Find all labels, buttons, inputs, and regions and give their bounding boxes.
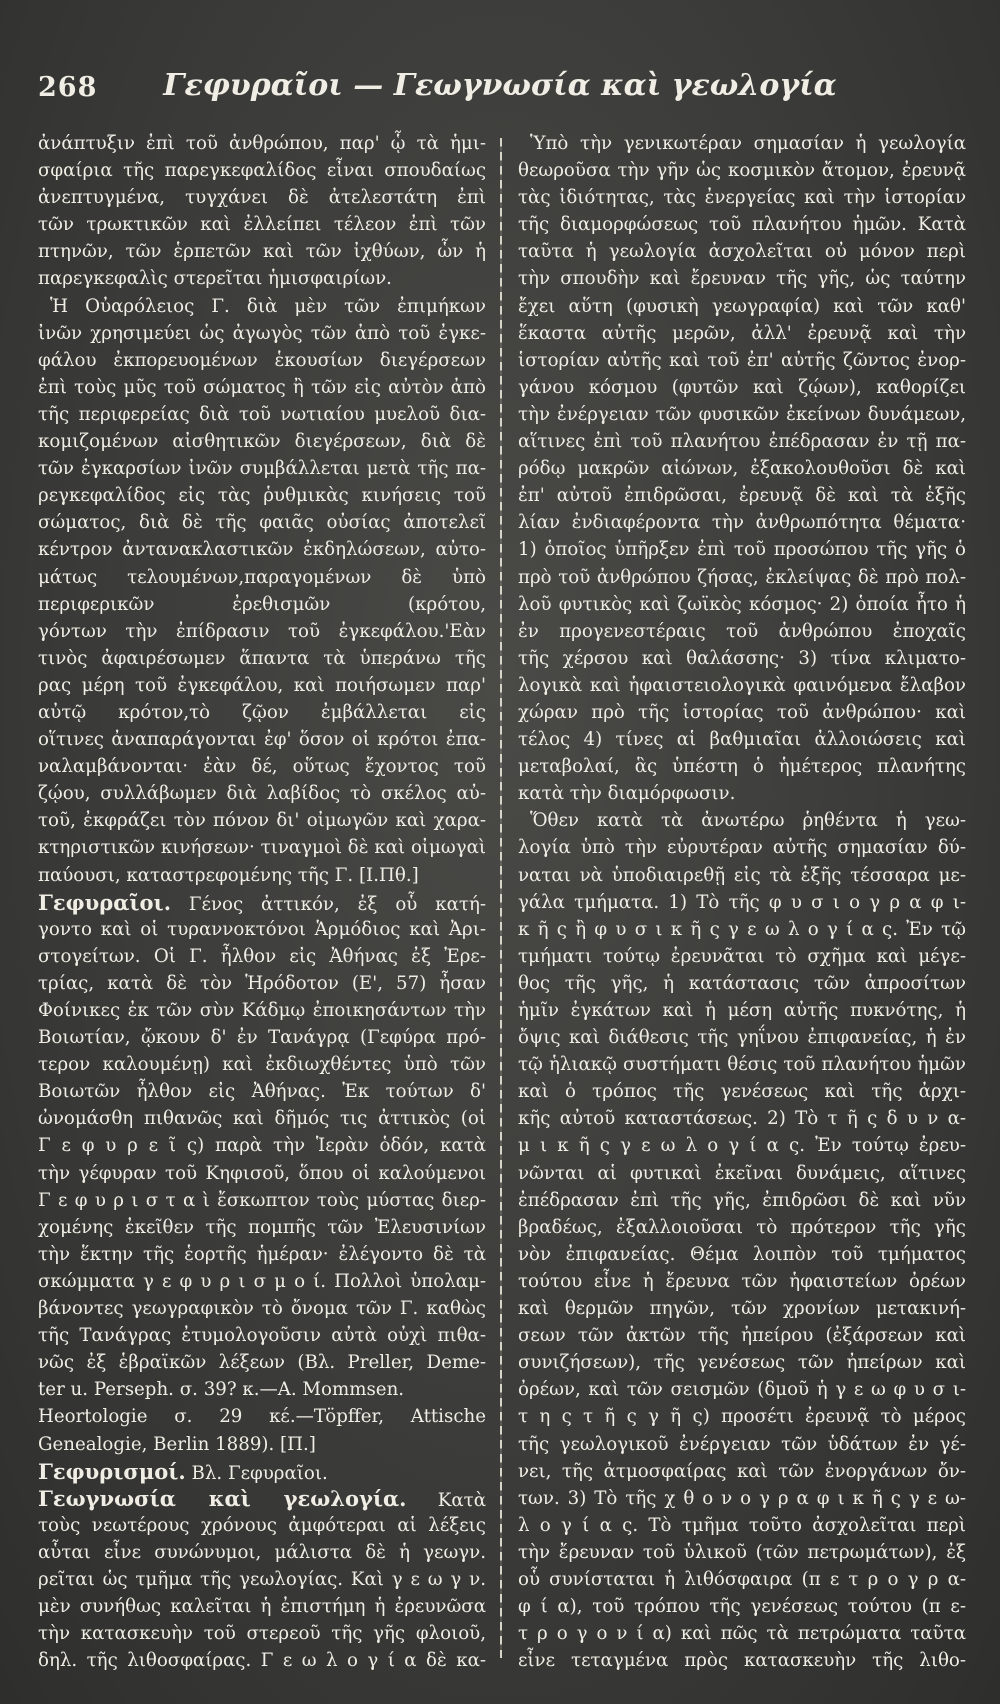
left-column bbox=[38, 130, 486, 1670]
text-line: μεταβολαί, ἃς ὑπέστη ὁ ἡμέτερος πλανήτης bbox=[518, 756, 966, 778]
text-line: Heortologie σ. 29 κέ.—Töpffer, Attische bbox=[38, 1406, 486, 1428]
text-line: Γεωγνωσία καὶ γεωλογία. Κατὰ bbox=[38, 1485, 486, 1511]
text-line: λ ο γ ί α ς. Τὸ τμῆμα τοῦτο ἀσχολεῖται περὶ bbox=[518, 1514, 966, 1536]
page-number: 268 bbox=[38, 72, 98, 103]
text-line: Βοιωτῶν ἦλθον εἰς Ἀθήνας. Ἐκ τούτων δ' bbox=[38, 1081, 486, 1103]
text-line: ἕκαστα αὐτῆς μερῶν, ἀλλ' ἐρευνᾷ καὶ τὴν bbox=[518, 322, 966, 344]
text-line: καὶ θερμῶν πηγῶν, τῶν χρονίων μετακινή- bbox=[518, 1298, 966, 1320]
text-line: οἵτινες ἀναπαράγονται ἐφ' ὅσον οἱ κρότοι ἐπα- bbox=[38, 729, 486, 751]
text-line: ναται νὰ ὑποδιαιρεθῇ εἰς τὰ ἑξῆς τέσσαρα με- bbox=[518, 864, 966, 886]
text-line: ὀρέων, καὶ τῶν σεισμῶν (δμοῦ ἡ γ ε ω φ υ σ ι- bbox=[518, 1379, 966, 1401]
text-line: παύουσι, καταστρεφομένης τῆς Γ. [Ι.Πθ.] bbox=[38, 864, 419, 886]
text-line: φάλου ἐκπορευομένων ἑκουσίων διεγέρσεων bbox=[38, 349, 486, 371]
text-line: βραδέως, ἐξαλλοιοῦσαι τὸ πρότερον τῆς γῆς bbox=[518, 1216, 966, 1238]
text-line: τὴν σπουδὴν καὶ ἔρευναν τῆς γῆς, ὡς ταύτην bbox=[518, 268, 966, 290]
text-line: τὴν κατασκευὴν τοῦ στερεοῦ τῆς γῆς φλοιοῦ, bbox=[38, 1623, 486, 1645]
text-line: κ ῆ ς ἢ φ υ σ ι κ ῆ ς γ ε ω λ ο γ ί α ς. Ἐν τῷ bbox=[518, 918, 966, 940]
text-line: μὲν συνήθως καλεῖται ἡ ἐπιστήμη ἡ ἐρευνῶσα bbox=[38, 1596, 486, 1618]
entry-headword: Γεφυρισμοί. bbox=[38, 1458, 186, 1484]
text-line: Genealogie, Berlin 1889). [Π.] bbox=[38, 1433, 316, 1455]
text-line: χομένης ἐκεῖθεν τῆς πομπῆς τῶν Ἐλευσινίων bbox=[38, 1216, 486, 1238]
text-line: γάλα τμήματα. 1) Τὸ τῆς φ υ σ ι ο γ ρ α φ ι- bbox=[518, 891, 966, 913]
column-divider bbox=[500, 138, 502, 1658]
text-line: σεων τῶν ἀκτῶν τῆς ἠπείρου (ἐξάρσεων καὶ bbox=[518, 1325, 966, 1347]
text-line: ὄψις καὶ διάθεσις τῆς γηΐνου ἐπιφανείας, ἡ ἐν bbox=[518, 1027, 966, 1049]
text-line: 1) ὁποῖος ὑπῆρξεν ἐπὶ τοῦ προσώπου τῆς γῆς ὁ bbox=[518, 539, 966, 561]
text-line: τῷ ἡλιακῷ συστήματι θέσις τοῦ πλανήτου ἡμῶν bbox=[518, 1054, 966, 1076]
text-line: γοντο καὶ οἱ τυραννοκτόνοι Ἁρμόδιος καὶ Ἀρι- bbox=[38, 918, 486, 940]
text-line: στογείτων. Οἱ Γ. ἦλθον εἰς Ἀθήνας ἐξ Ἐρε- bbox=[38, 945, 486, 967]
text-line: περιφερικῶν ἐρεθισμῶν (κρότου, bbox=[38, 593, 486, 615]
text-line: γάνου κόσμου (φυτῶν καὶ ζῴων), καθορίζει bbox=[518, 376, 966, 398]
text-line: τῆς περιφερείας διὰ τοῦ νωτιαίου μυελοῦ δια- bbox=[38, 403, 486, 425]
text-line: λογικὰ καὶ ἡφαιστειολογικὰ φαινόμενα ἔλαβον bbox=[518, 674, 966, 696]
text-line: δηλ. τῆς λιθοσφαίρας. Γ ε ω λ ο γ ί α δὲ κα- bbox=[38, 1650, 486, 1670]
text-line: αὐτῷ κρότον,τὸ ζῷον ἐμβάλλεται εἰς bbox=[38, 701, 486, 723]
text-line: ἐπέδρασαν ἐπὶ τῆς γῆς, ἐπιδρῶσι δὲ καὶ νῦν bbox=[518, 1189, 966, 1211]
text-line: βάνοντες γεωγραφικὸν τὸ ὄνομα τῶν Γ. καθὼς bbox=[38, 1298, 486, 1320]
text-line: αὗται εἶνε συνώνυμοι, μάλιστα δὲ ἡ γεωγν. bbox=[38, 1541, 486, 1563]
text-line: Γ ε φ υ ρ ε ῖ ς) παρὰ τὴν Ἱερὰν ὁδόν, κατὰ bbox=[38, 1135, 486, 1157]
text-line: τοῦ, ἐκφράζει τὸν πόνον δι' οἰμωγῶν καὶ χαρα- bbox=[38, 810, 486, 832]
text-line: νῶνται αἱ φυτικαὶ ἐκεῖναι δυνάμεις, αἵτινες bbox=[518, 1162, 966, 1184]
text-line: των. 3) Τὸ τῆς χ θ ο ν ο γ ρ α φ ι κ ῆ ς γ ε ω- bbox=[518, 1487, 966, 1509]
text-line: γόντων τὴν ἐπίδρασιν τοῦ ἐγκεφάλου.'Εὰν bbox=[38, 620, 486, 642]
entry-headword: Γεωγνωσία καὶ γεωλογία. bbox=[38, 1485, 407, 1511]
text-line: πρὸ τοῦ ἀνθρώπου ζήσας, ἐκλείψας δὲ πρὸ πολ- bbox=[518, 566, 966, 588]
text-line: τὴν ἔρευναν τοῦ ὑλικοῦ (τῶν πετρωμάτων), ἐξ bbox=[518, 1541, 966, 1563]
text-line: κῆς αὐτοῦ καταστάσεως. 2) Τὸ τ ῆ ς δ υ ν α- bbox=[518, 1108, 966, 1130]
text-line: ἰνῶν χρησιμεύει ὡς ἀγωγὸς τῶν ἀπὸ τοῦ ἐγκε- bbox=[38, 322, 486, 344]
text-line: τερον καλουμένῃ) καὶ ἐκδιωχθέντες ὑπὸ τῶν bbox=[38, 1054, 486, 1076]
text-line: ὠνομάσθη πιθανῶς καὶ δῆμός τις ἀττικὸς (οἱ bbox=[38, 1108, 486, 1130]
text-line: κομιζομένων αἰσθητικῶν διεγέρσεων, διὰ δὲ bbox=[38, 431, 486, 453]
text-line: ρεγκεφαλίδος εἰς τὰς ῥυθμικὰς κινήσεις τοῦ bbox=[38, 485, 486, 507]
text-line: τὴν ἕκτην τῆς ἑορτῆς ἡμέραν· ἐλέγοντο δὲ τὰ bbox=[38, 1243, 486, 1265]
text-line: ταῦτα ἡ γεωλογία ἀσχολεῖται οὐ μόνον περὶ bbox=[518, 241, 966, 263]
text-line: σφαίρια τῆς παρεγκεφαλίδος εἶναι σπουδαίως bbox=[38, 160, 486, 182]
text-line: τμήματι τούτῳ ἐρευνᾶται τὸ σχῆμα καὶ μέγε- bbox=[518, 945, 966, 967]
text-line: πτηνῶν, τῶν ἑρπετῶν καὶ τῶν ἰχθύων, ὧν ἡ bbox=[38, 241, 486, 263]
text-line: φ ί α), τοῦ τρόπου τῆς γενέσεως τούτου (π ε- bbox=[518, 1596, 966, 1618]
text-line: ἐπ' αὐτοῦ ἐπιδρῶσαι, ἐρευνᾷ δὲ καὶ τὰ ἑξῆς bbox=[518, 485, 966, 507]
text-line: τ η ς τ ῆ ς γ ῆ ς) προσέτι ἐρευνᾷ τὸ μέρος bbox=[518, 1406, 966, 1428]
text-line: τ ρ ο γ ο ν ί α) καὶ πῶς τὰ πετρώματα ταῦτα bbox=[518, 1623, 966, 1645]
text-line: θεωροῦσα τὴν γῆν ὡς κοσμικὸν ἄτομον, ἐρευνᾷ bbox=[518, 160, 966, 182]
text-line: ρεῖται ὡς τμῆμα τῆς γεωλογίας. Καὶ γ ε ω γ ν. bbox=[38, 1568, 486, 1590]
text-line: Φοίνικες ἐκ τῶν σὺν Κάδμῳ ἐποικησάντων τὴν bbox=[38, 1000, 486, 1021]
text-line: νὸν ἐπιφανείας. Θέμα λοιπὸν τοῦ τμήματος bbox=[518, 1243, 966, 1265]
entry-headword: Γεφυραῖοι. bbox=[38, 889, 172, 915]
text-line: τῆς γεωλογικοῦ ἐνέργειαν τῶν ὑδάτων ἐν γέ- bbox=[518, 1433, 966, 1455]
text-line: ἐπὶ τοὺς μῦς τοῦ σώματος ἢ τῶν εἰς αὐτὸν ἀπὸ bbox=[38, 376, 486, 398]
text-line: Ἡ Οὐαρόλειος Γ. διὰ μὲν τῶν ἐπιμήκων bbox=[50, 295, 486, 317]
text-line: Ὅθεν κατὰ τὰ ἀνωτέρω ῥηθέντα ἡ γεω- bbox=[530, 810, 966, 832]
text-line: τὴν γέφυραν τοῦ Κηφισοῦ, ὅπου οἱ καλούμενοι bbox=[38, 1162, 486, 1184]
text-line: συνιζήσεων), τῆς γενέσεως τῶν ἠπείρων καὶ bbox=[518, 1352, 966, 1374]
text-line: τῆς χέρσου καὶ θαλάσσης· 3) τίνα κλιματο- bbox=[518, 647, 966, 669]
text-line: τέλος 4) τίνες αἱ βαθμιαῖαι ἀλλοιώσεις καὶ bbox=[518, 729, 966, 751]
text-line: σώματος, διὰ δὲ τῆς φαιᾶς οὐσίας ἀποτελεῖ bbox=[38, 512, 486, 534]
text-line: ναλαμβάνονται· ἐὰν δέ, οὕτως ἔχοντος τοῦ bbox=[38, 756, 486, 778]
text-line: Βοιωτίαν, ᾤκουν δ' ἐν Τανάγρᾳ (Γεφύρα πρό- bbox=[38, 1027, 486, 1049]
right-column bbox=[518, 130, 966, 1670]
text-line: εἶνε τεταγμένα πρὸς κατασκευὴν τῆς λιθο- bbox=[518, 1650, 966, 1670]
text-line: ζῴου, συλλάβωμεν διὰ λαβίδος τὸ σκέλος αὐ- bbox=[38, 783, 486, 805]
text-line: ἡμῖν ἐγκάτων καὶ ἡ μέση αὐτῆς πυκνότης, ἡ bbox=[518, 1000, 966, 1021]
text-line: μάτως τελουμένων,παραγομένων δὲ ὑπὸ bbox=[38, 566, 486, 588]
text-line: νει, τῆς ἀτμοσφαίρας καὶ τῶν ἐνοργάνων ὄν- bbox=[518, 1460, 966, 1482]
text-line: τούτου εἶνε ἡ ἔρευνα τῶν ἡφαιστείων ὀρέων bbox=[518, 1270, 966, 1292]
text-line: τῆς διαμορφώσεως τοῦ πλανήτου ἡμῶν. Κατὰ bbox=[518, 214, 966, 236]
text-line: τῶν ἐγκαρσίων ἰνῶν συμβάλλεται μετὰ τῆς πα- bbox=[38, 458, 486, 480]
text-line: λογία ὑπὸ τὴν εὐρυτέραν αὐτῆς σημασίαν δύ- bbox=[518, 837, 966, 859]
running-title: Γεφυραῖοι — Γεωγνωσία καὶ γεωλογία bbox=[163, 68, 837, 103]
text-line: τινὸς ἀφαιρέσωμεν ἅπαντα τὰ ὑπεράνω τῆς bbox=[38, 647, 486, 669]
text-line: οὗ συνίσταται ἡ λιθόσφαιρα (π ε τ ρ ο γ ρ α- bbox=[518, 1568, 966, 1590]
text-line: ρας μέρη τοῦ ἐγκεφάλου, καὶ ποιήσωμεν παρ' bbox=[38, 674, 486, 696]
text-line: Γ ε φ υ ρ ι σ τ α ὶ ἔσκωπτον τοὺς μύστας διερ- bbox=[38, 1189, 486, 1211]
text-line: νῶς ἐξ ἑβραϊκῶν λέξεων (Βλ. Preller, Deme- bbox=[38, 1352, 486, 1374]
text-line: σκώμματα γ ε φ υ ρ ι σ μ ο ί. Πολλοὶ ὑπολαμ- bbox=[38, 1270, 486, 1292]
text-line: τῆς Τανάγρας ἐτυμολογοῦσιν αὐτὰ οὐχὶ πιθα- bbox=[38, 1325, 486, 1347]
text-line: Ὑπὸ τὴν γενικωτέραν σημασίαν ἡ γεωλογία bbox=[530, 133, 966, 154]
text-line: ἱστορίαν αὐτῆς καὶ τοῦ ἐπ' αὐτῆς ζῶντος ἐνορ- bbox=[518, 349, 966, 371]
text-line: χώραν πρὸ τῆς ἱστορίας τοῦ ἀνθρώπου· καὶ bbox=[518, 701, 966, 723]
text-line: καὶ ὁ τρόπος τῆς γενέσεως καὶ τῆς ἀρχι- bbox=[518, 1081, 966, 1103]
text-line: τοὺς νεωτέρους χρόνους ἀμφότεραι αἱ λέξεις bbox=[38, 1514, 486, 1536]
text-line: μ ι κ ῆ ς γ ε ω λ ο γ ί α ς. Ἐν τούτῳ ἐρευ- bbox=[518, 1135, 966, 1157]
text-line: παρεγκεφαλὶς στερεῖται ἡμισφαιρίων. bbox=[38, 268, 392, 290]
text-line: ἀνεπτυγμένα, τυγχάνει δὲ ἀτελεστάτη ἐπὶ bbox=[38, 187, 486, 209]
text-line: Γεφυρισμοί. Βλ. Γεφυραῖοι. bbox=[38, 1458, 328, 1484]
text-line: τὰς ἰδιότητας, τὰς ἐνεργείας καὶ τὴν ἱστορίαν bbox=[518, 187, 966, 209]
text-line: ρόδῳ μακρῶν αἰώνων, ἐξακολουθοῦσι δὲ καὶ bbox=[518, 458, 966, 480]
text-line: κέντρον ἀντανακλαστικῶν ἐκδηλώσεων, αὐτο- bbox=[38, 539, 486, 561]
text-line: αἵτινες ἐπὶ τοῦ πλανήτου ἐπέδρασαν ἐν τῇ πα- bbox=[518, 431, 966, 453]
text-line: θος τῆς γῆς, ἡ κατάστασις τῶν ἀπροσίτων bbox=[518, 972, 966, 994]
text-line: ter u. Perseph. σ. 39? κ.—A. Mommsen. bbox=[38, 1379, 405, 1401]
text-line: τρίας, κατὰ δὲ τὸν Ἡρόδοτον (Ε', 57) ἦσαν bbox=[38, 972, 486, 994]
text-line: λοῦ φυτικὸς καὶ ζωϊκὸς κόσμος· 2) ὁποία ἦτο ἡ bbox=[518, 593, 966, 615]
text-line: ἀνάπτυξιν ἐπὶ τοῦ ἀνθρώπου, παρ' ᾧ τὰ ἡμι- bbox=[38, 133, 486, 154]
text-line: κατὰ τὴν διαμόρφωσιν. bbox=[518, 783, 736, 805]
text-line: ἔχει αὕτη (φυσικὴ γεωγραφία) καὶ τῶν καθ' bbox=[518, 295, 966, 317]
text-line: Γεφυραῖοι. Γένος ἀττικόν, ἐξ οὗ κατή- bbox=[38, 889, 486, 915]
text-line: ἐν προγενεστέραις τοῦ ἀνθρώπου ἐποχαῖς bbox=[518, 620, 966, 642]
text-line: κτηριστικῶν κινήσεων· τιναγμοὶ δὲ καὶ οἰμωγαὶ bbox=[38, 837, 486, 859]
page-header bbox=[38, 68, 962, 108]
text-line: τὴν ἐνέργειαν τῶν φυσικῶν ἐκείνων δυνάμεων, bbox=[518, 403, 966, 425]
text-line: λίαν ἐνδιαφέροντα τὴν ἀνθρωπότητα θέματα· bbox=[518, 512, 966, 534]
text-line: τῶν τρωκτικῶν καὶ ἐλλείπει τέλεον ἐπὶ τῶν bbox=[38, 214, 486, 236]
